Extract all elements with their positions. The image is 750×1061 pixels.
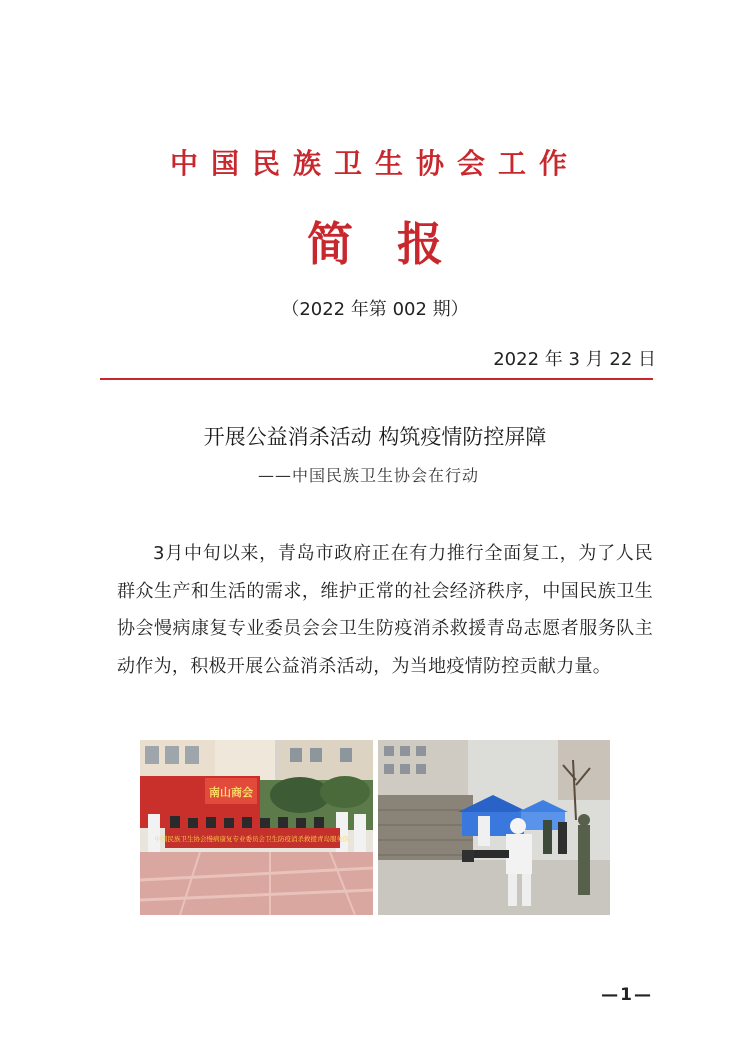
- org-title: 中国民族卫生协会工作: [169, 147, 580, 180]
- document-type-title: 简报: [307, 217, 487, 271]
- red-divider-line: [100, 378, 653, 380]
- volunteer-group-illustration: [140, 740, 373, 915]
- issue-number: （2022 年第 002 期）: [281, 299, 469, 320]
- article-headline: 开展公益消杀活动 构筑疫情防控屏障: [203, 425, 547, 449]
- disinfection-action-photo: [378, 740, 610, 915]
- volunteer-banner-text: 中国民族卫生协会慢病康复专业委员会卫生防疫消杀救援青岛服务队: [154, 835, 350, 843]
- issue-date: 2022 年 3 月 22 日: [493, 349, 656, 370]
- store-sign-text: 南山商会: [209, 786, 253, 799]
- disinfection-illustration: [378, 740, 610, 915]
- article-subheading: ——中国民族卫生协会在行动: [258, 466, 480, 485]
- article-paragraph: 3月中旬以来，青岛市政府正在有力推行全面复工，为了人民群众生产和生活的需求，维护正常的社会经济秩序，中国民族卫生协会慢病康复专业委员会会卫生防疫消杀救援青岛志愿者服务队主动作为，积极开展公益消杀活动，为当地疫情防控贡献力量。: [117, 543, 653, 677]
- volunteer-group-photo: [140, 740, 373, 915]
- page-number: —1—: [601, 985, 653, 1005]
